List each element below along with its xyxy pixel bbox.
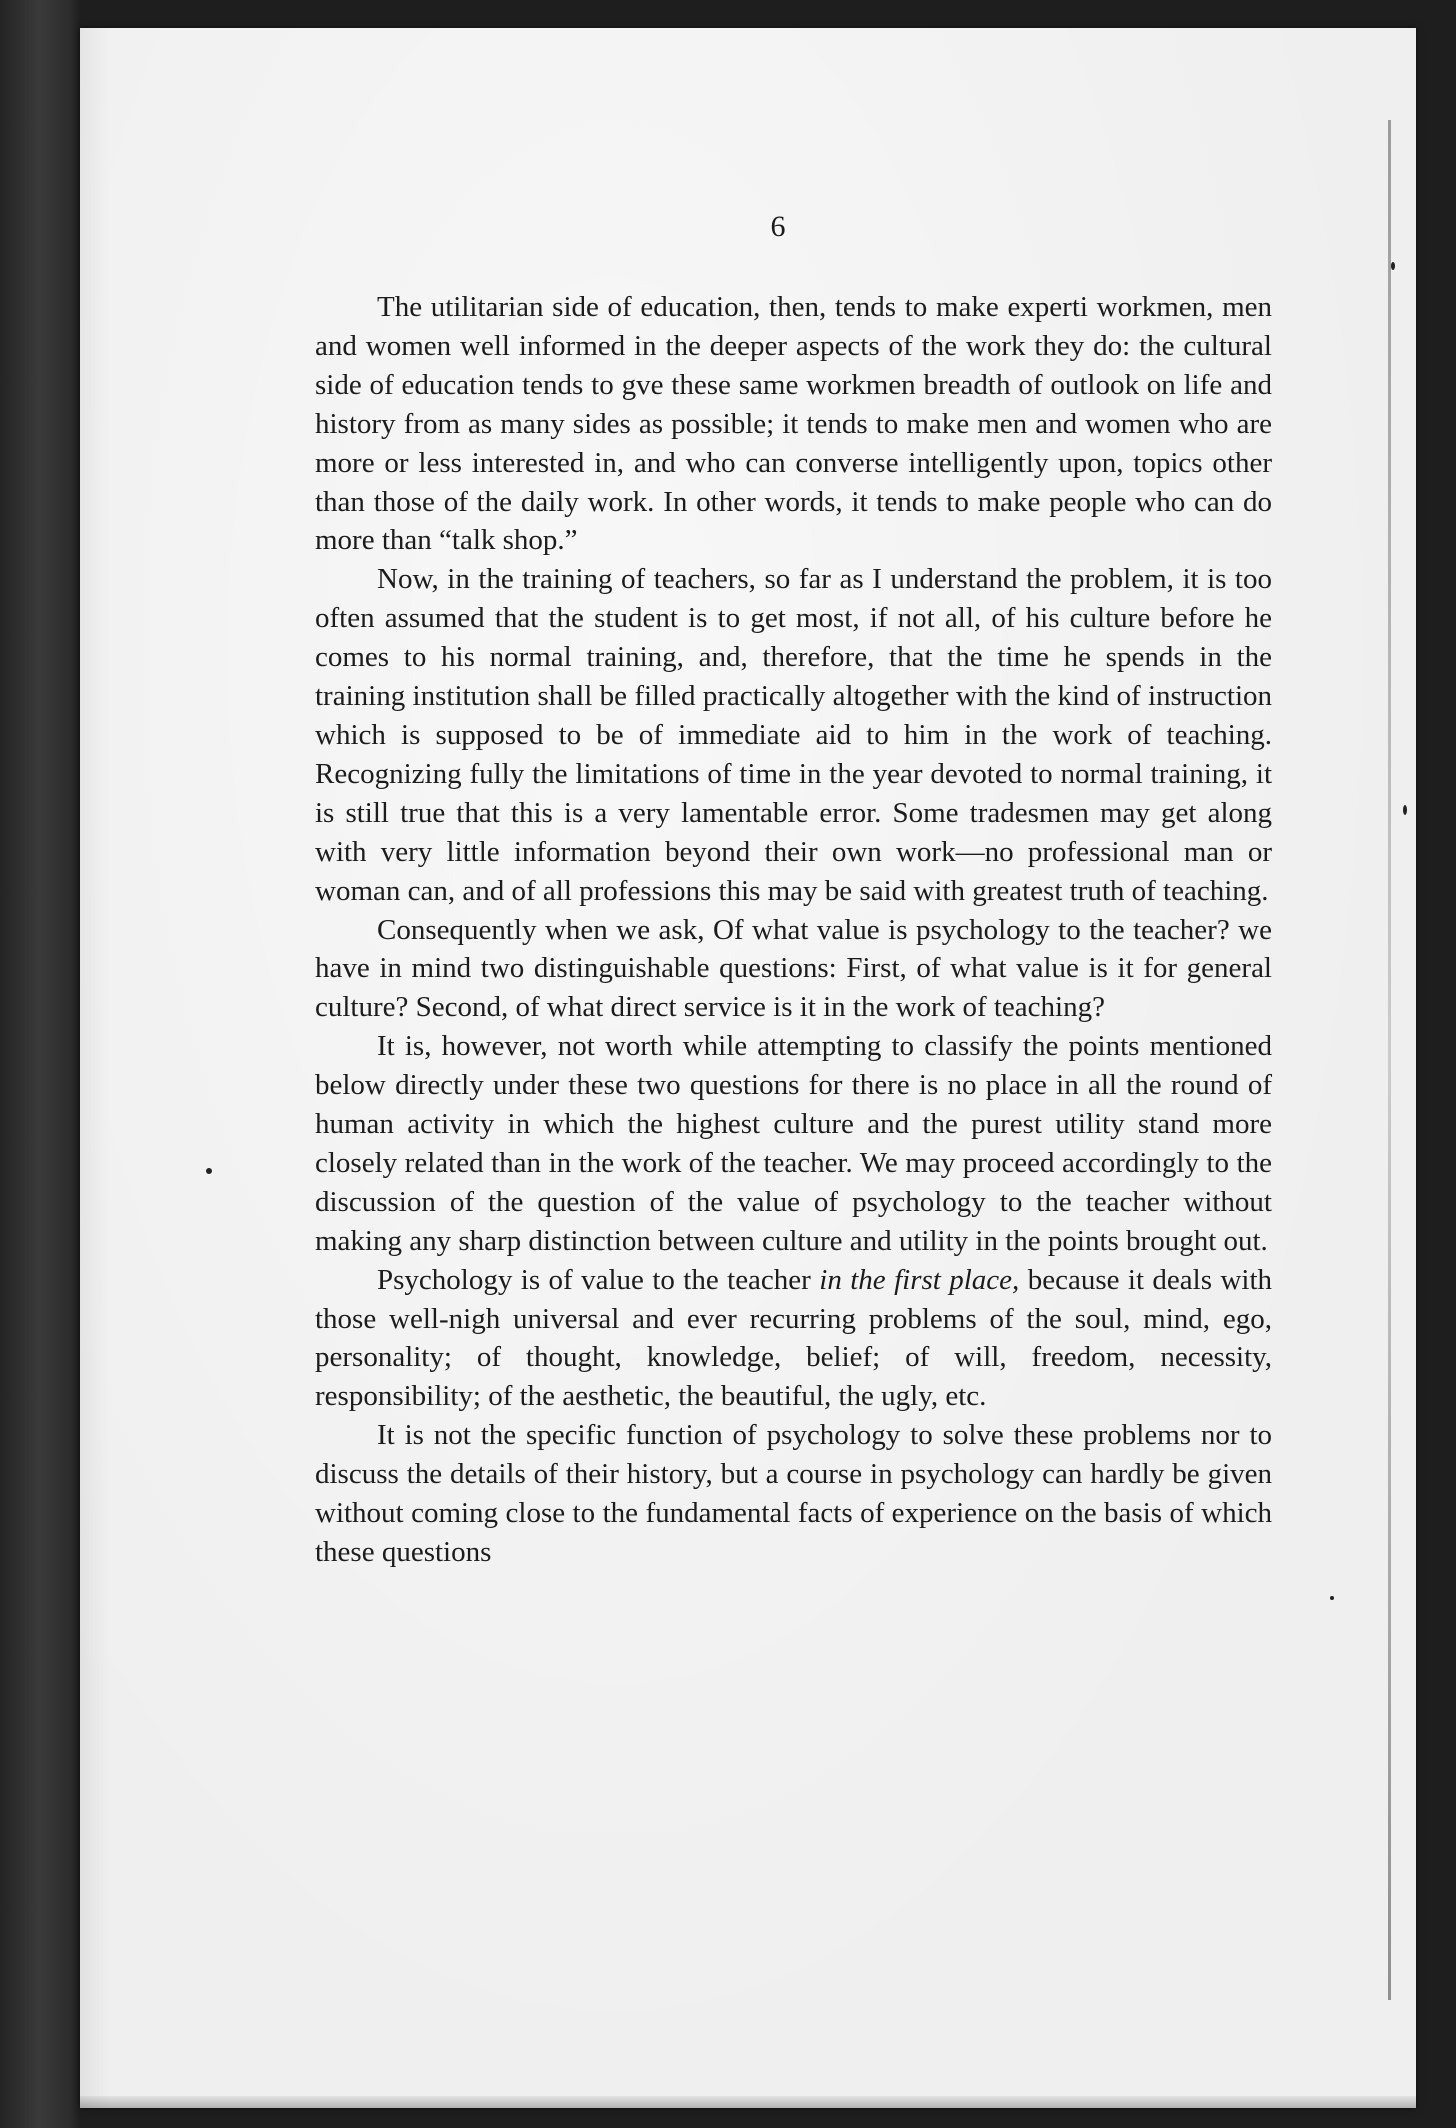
ink-speck (1403, 805, 1407, 815)
ink-speck (206, 1168, 212, 1174)
ink-speck (1330, 1596, 1334, 1600)
paragraph: Now, in the training of teachers, so far as I understand the problem, it is too often assumed that the student is to get most, if not all, of his culture before he comes to his normal training, and, therefore, that the time he spends in the training institution shall be filled practically altogether with the kind of instruction which is supposed to be of immediate aid to him in the work of teaching. Recognizing fully the limitations of time in the year devoted to normal training, it is still true that this is a very lamentable error. Some tradesmen may get along with very little information beyond their own work—no professional man or woman can, and of all professions this may be said with greatest truth of teaching. (315, 563, 1272, 907)
body-text (315, 288, 1272, 1572)
paragraph-text: Psychology is of value to the teacher (377, 1263, 820, 1296)
paragraph: Consequently when we ask, Of what value is psychology to the teacher? we have in mind two distinguishable questions: First, of what value is it for general culture? Second, of what direct service is it in the work of teaching? (315, 913, 1272, 1024)
paragraph (315, 1261, 1272, 1417)
paragraph: It is not the specific function of psychology to solve these problems nor to discuss the details of their history, but a course in psychology can hardly be given without coming close to the fundamental facts of experience on the basis of which these questions (315, 1419, 1272, 1568)
paragraph: It is, however, not worth while attempting to classify the points mentioned below directly under these two questions for there is no place in all the round of human activity in which the highest culture and the purest utility stand more closely related than in the work of the teacher. We may proceed accordingly to the discussion of the question of the value of psychology to the teacher without making any sharp distinction between culture and utility in the points brought out. (315, 1030, 1272, 1257)
page-bottom-edge (80, 2096, 1416, 2108)
emphasis-text: in the first place, (819, 1263, 1020, 1296)
paragraph-text: because it deals with those well-nigh universal and ever recurring problems of the soul, mind, ego, personality; of thought, knowledge, belief; of will, freedom, necessity, responsibility; of the aesthetic, the beautiful, the ugly, etc. (315, 1263, 1272, 1413)
paragraph: The utilitarian side of education, then, tends to make experti workmen, men and women well informed in the deeper aspects of the work they do: the cultural side of education tends to gve these same workmen breadth of outlook on life and history from as many sides as possible; it tends to make men and women who are more or less interested in, and who can converse intelligently upon, topics other than those of the daily work. In other words, it tends to make people who can do more than “talk shop.” (315, 291, 1272, 557)
page-edge-shadow (1388, 120, 1391, 2000)
ink-speck (1391, 262, 1395, 270)
page-number: 6 (770, 210, 786, 243)
